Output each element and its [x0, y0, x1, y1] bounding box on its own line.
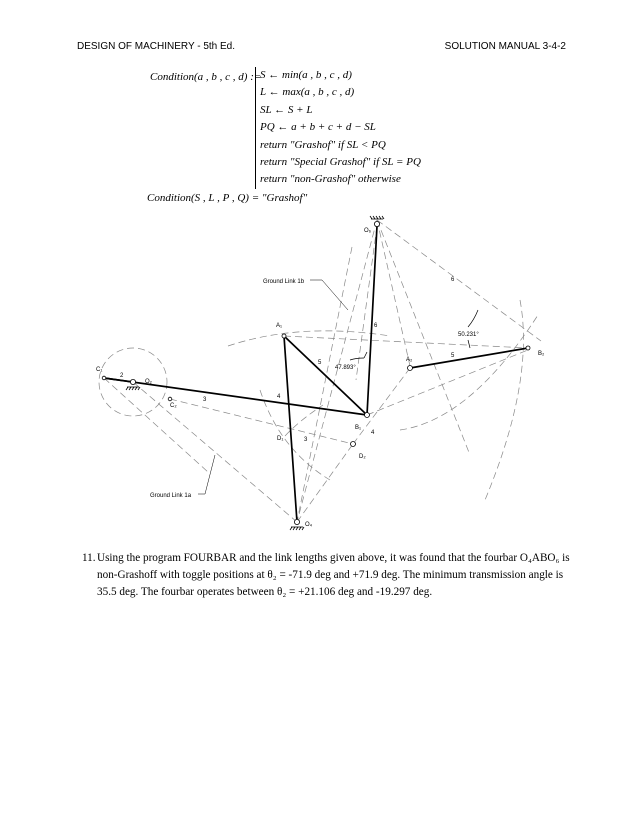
header-left: DESIGN OF MACHINERY - 5th Ed. — [77, 41, 236, 52]
construction-line — [353, 368, 410, 444]
paragraph-11 — [74, 550, 574, 601]
label-link-6b: 6 — [451, 277, 455, 283]
ground-pivot-o6 — [370, 216, 384, 227]
label-link-6a: 6 — [374, 323, 378, 329]
label-c1: C₁ — [96, 367, 103, 373]
construction-line — [356, 226, 377, 380]
label-link-3b: 3 — [304, 437, 308, 443]
paragraph-number: 11. — [82, 552, 96, 564]
label-link-5b: 5 — [451, 353, 455, 359]
label-c2: C₂ — [170, 403, 177, 409]
lower-arc — [260, 390, 330, 480]
ground-link-1b-line — [297, 220, 377, 522]
condition-line: L ← max(a , b , c , d) — [260, 86, 355, 99]
label-d2: D₂ — [359, 454, 366, 460]
header-right: SOLUTION MANUAL 3-4-2 — [444, 41, 566, 52]
label-ground-link-1a: Ground Link 1a — [150, 493, 192, 499]
condition-call: Condition(S , L , P , Q) = "Grashof" — [147, 192, 308, 204]
label-link-5a: 5 — [318, 360, 322, 366]
condition-line: return "non-Grashof" otherwise — [260, 173, 401, 186]
label-o4: O₄ — [305, 522, 313, 528]
link-6 — [367, 226, 377, 415]
angle-top-arc — [468, 310, 478, 327]
construction-line — [377, 220, 541, 341]
joint-c1 — [102, 376, 106, 380]
joint-a1 — [282, 334, 286, 338]
label-link-4b: 4 — [371, 430, 375, 436]
label-angle-top: 50.231° — [458, 332, 479, 338]
construction-line — [170, 399, 353, 444]
condition-line: SL ← S + L — [260, 103, 313, 116]
link-2 — [104, 378, 133, 382]
label-link-4a: 4 — [277, 394, 281, 400]
label-angle-mid: 47.893° — [335, 365, 356, 371]
construction-line — [377, 220, 470, 455]
construction-line — [367, 350, 528, 415]
condition-line: return "Grashof" if SL < PQ — [260, 138, 386, 151]
label-o2: O₂ — [145, 379, 152, 385]
label-b1: B₁ — [355, 425, 362, 431]
label-a2: A₂ — [406, 357, 413, 363]
construction-line — [284, 336, 528, 348]
joint-b1 — [365, 413, 370, 418]
label-b2: B₂ — [538, 351, 545, 357]
label-link-2: 2 — [120, 373, 124, 379]
link-5-right — [410, 348, 528, 368]
label-a1: A₁ — [276, 323, 283, 329]
ground-pivot-o4 — [290, 519, 304, 530]
coupler-arc — [228, 331, 390, 346]
condition-signature: Condition(a , b , c , d) := — [150, 71, 262, 83]
leader-ground-link-1a — [198, 455, 215, 494]
output-arc-2 — [485, 300, 523, 500]
angle-top-arrow — [468, 340, 470, 348]
joint-c2 — [168, 397, 172, 401]
paragraph-text: Using the program FOURBAR and the link lengths given above, it was found that the fourbar O₄ABO₆ is non-Grashoff with toggle positions at θ₂ = -71.9 deg and +71.9 deg. The minimum transmission angle is 35.5 deg. The fourbar operates between θ₂ = +21.106 deg and -19.297 deg. — [97, 552, 570, 598]
label-d1: D₁ — [277, 436, 284, 442]
label-o6: O₆ — [364, 228, 372, 234]
link-4 — [284, 336, 297, 522]
construction-line — [297, 444, 353, 522]
construction-line — [297, 247, 352, 522]
construction-line — [377, 220, 410, 366]
condition-line: PQ ← a + b + c + d − SL — [260, 121, 376, 134]
angle-mid-arc — [350, 358, 364, 360]
label-ground-link-1b: Ground Link 1b — [263, 279, 305, 285]
angle-mid-leader — [364, 352, 367, 358]
joint-d2 — [351, 442, 356, 447]
link-3 — [104, 378, 367, 415]
label-link-3a: 3 — [203, 397, 207, 403]
joint-b2 — [526, 346, 530, 350]
joint-a2 — [408, 366, 413, 371]
ground-link-1a-line — [133, 382, 297, 522]
condition-line: S ← min(a , b , c , d) — [260, 69, 352, 81]
construction-line — [104, 378, 208, 472]
link-5-upper — [284, 336, 367, 415]
condition-line: return "Special Grashof" if SL = PQ — [260, 155, 421, 168]
